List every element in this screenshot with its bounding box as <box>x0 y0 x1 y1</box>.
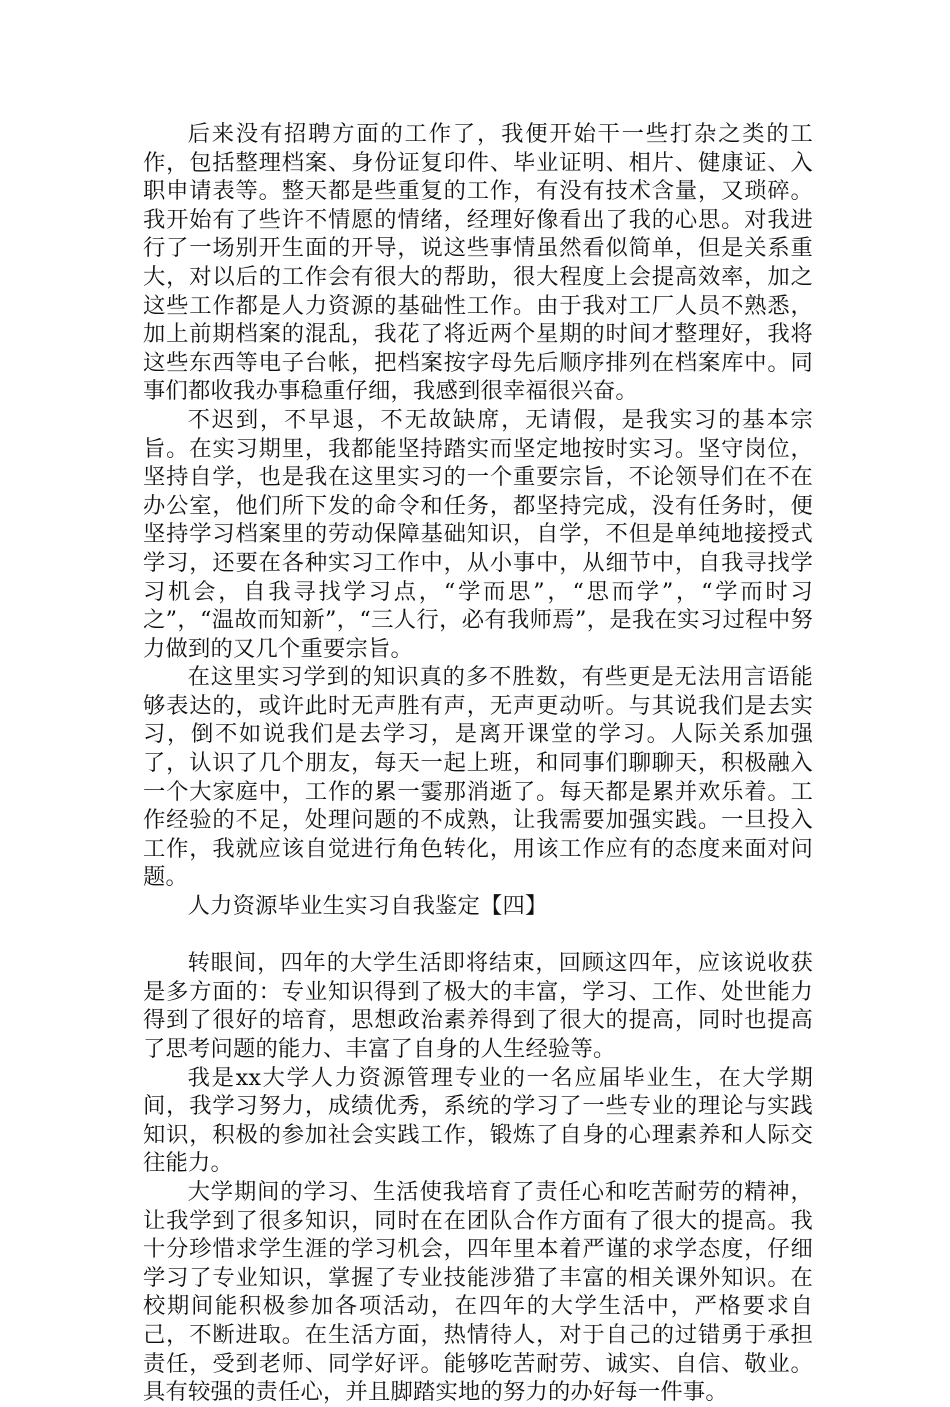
paragraph-attendance: 不迟到，不早退，不无故缺席，无请假，是我实习的基本宗旨。在实习期里，我都能坚持踏实而坚定地按时实习。坚守岗位，坚持自学，也是我在这里实习的一个重要宗旨，不论领导们在不在办公室，他们所下发的命令和任务，都坚持完成，没有任务时，便坚持学习档案里的劳动保障基础知识，自学，不但是单纯地接授式学习，还要在各种实习工作中，从小事中，从细节中，自我寻找学习机会，自我寻找学习点，“学而思”，“思而学”，“学而时习之”，“温故而知新”，“三人行，必有我师焉”，是我在实习过程中努力做到的又几个重要宗旨。 <box>143 406 813 662</box>
paragraph-university-life: 大学期间的学习、生活使我培育了责任心和吃苦耐劳的精神，让我学到了很多知识，同时在在团队合作方面有了很大的提高。我十分珍惜求学生涯的学习机会，四年里本着严谨的求学态度，仔细学习了专业知识，掌握了专业技能涉猎了丰富的相关课外知识。在校期间能积极参加各项活动，在四年的大学生活中，严格要求自己，不断进取。在生活方面，热情待人，对于自己的过错勇于承担责任，受到老师、同学好评。能够吃苦耐劳、诚实、自信、敬业。具有较强的责任心，并且脚踏实地的努力的办好每一件事。 <box>143 1178 813 1406</box>
document-body <box>143 120 813 1407</box>
paragraph-self-intro: 我是xx大学人力资源管理专业的一名应届毕业生，在大学期间，我学习努力，成绩优秀，系统的学习了一些专业的理论与实践知识，积极的参加社会实践工作，锻炼了自身的心理素养和人际交往能力。 <box>143 1064 813 1177</box>
paragraph-four-years: 转眼间，四年的大学生活即将结束，回顾这四年，应该说收获是多方面的：专业知识得到了极大的丰富，学习、工作、处世能力得到了很好的培育，思想政治素养得到了很大的提高，同时也提高了思考问题的能力、丰富了自身的人生经验等。 <box>143 950 813 1062</box>
section-heading: 人力资源毕业生实习自我鉴定【四】 <box>187 893 548 920</box>
paragraph-knowledge-gained: 在这里实习学到的知识真的多不胜数，有些更是无法用言语能够表达的，或许此时无声胜有声，无声更动听。与其说我们是去实习，倒不如说我们是去学习，是离开课堂的学习。人际关系加强了，认识了几个朋友，每天一起上班，和同事们聊聊天，积极融入一个大家庭中，工作的累一霎那消逝了。每天都是累并欢乐着。工作经验的不足，处理问题的不成熟，让我需要加强实践。一旦投入工作，我就应该自觉进行角色转化，用该工作应有的态度来面对问题。 <box>143 664 813 891</box>
blank-line <box>143 921 813 950</box>
paragraph-filing-work: 后来没有招聘方面的工作了，我便开始干一些打杂之类的工作，包括整理档案、身份证复印件、毕业证明、相片、健康证、入职申请表等。整天都是些重复的工作，有没有技术含量，又琐碎。我开始有了些许不情愿的情绪，经理好像看出了我的心思。对我进行了一场别开生面的开导，说这些事情虽然看似简单，但是关系重大，对以后的工作会有很大的帮助，很大程度上会提高效率，加之这些工作都是人力资源的基础性工作。由于我对工厂人员不熟悉，加上前期档案的混乱，我花了将近两个星期的时间才整理好，我将这些东西等电子台帐，把档案按字母先后顺序排列在档案库中。同事们都收我办事稳重仔细，我感到很幸福很兴奋。 <box>143 121 813 405</box>
